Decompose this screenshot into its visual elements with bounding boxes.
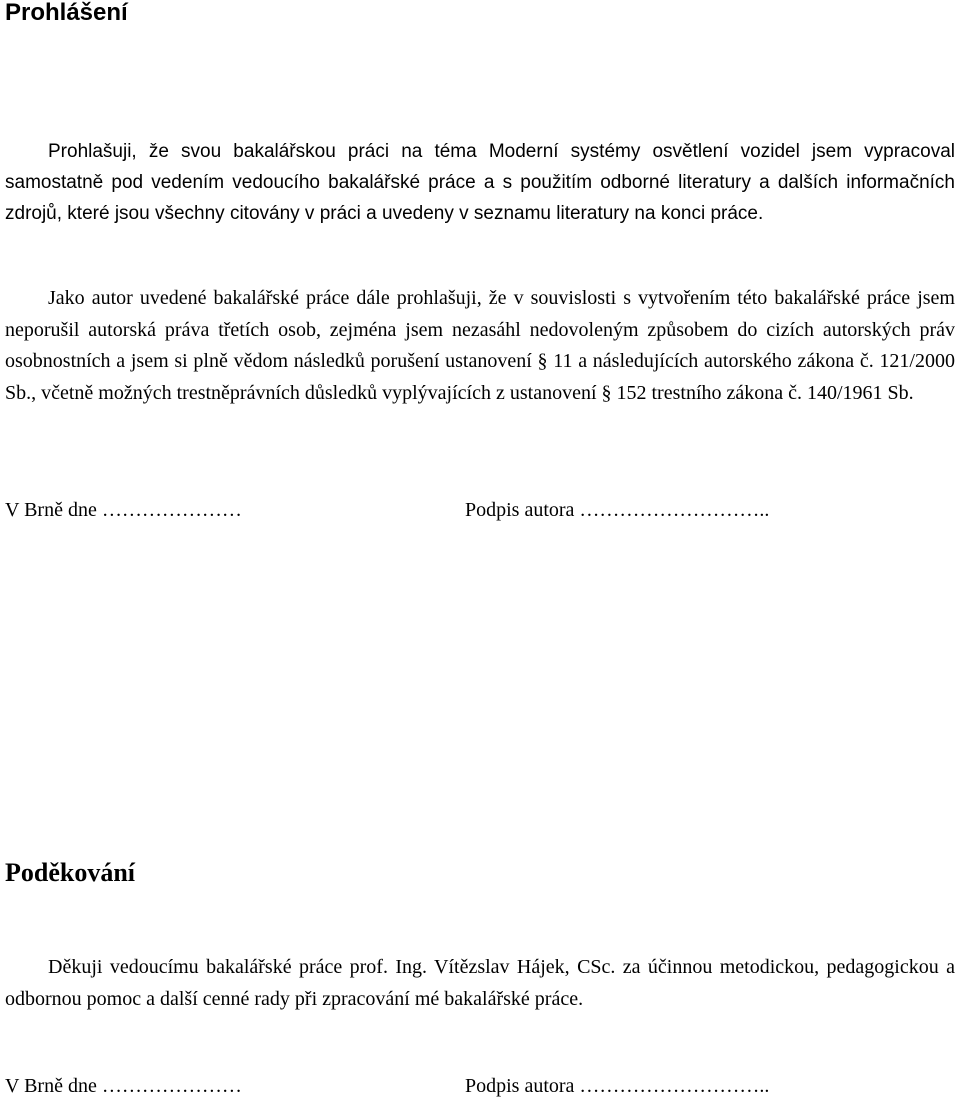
acknowledgement-place-date: V Brně dne ………………… bbox=[5, 1075, 242, 1097]
declaration-paragraph-2: Jako autor uvedené bakalářské práce dále prohlašuji, že v souvislosti s vytvořením této bakalářské práce jsem neporušil autorská práva třetích osob, zejména jsem nezasáhl nedovoleným způsobem do cizích autorských práv osobnostních a jsem si plně vědom následků porušení ustanovení § 11 a následujících autorského zákona č. 121/2000 Sb., včetně možných trestněprávních důsledků vyplývajících z ustanovení § 152 trestního zákona č. 140/1961 Sb. bbox=[5, 287, 955, 404]
declaration-place-date: V Brně dne ………………… bbox=[5, 499, 242, 521]
acknowledgement-heading: Poděkování bbox=[5, 858, 136, 887]
declaration-paragraph-1: Prohlašuji, že svou bakalářskou práci na téma Moderní systémy osvětlení vozidel jsem vypracoval samostatně pod vedením vedoucího bakalářské práce a s použitím odborné literatury a dalších informačních zdrojů, které jsou všechny citovány v práci a uvedeny v seznamu literatury na konci práce. bbox=[5, 141, 955, 224]
acknowledgement-signature: Podpis autora ……………………….. bbox=[465, 1075, 770, 1097]
document-page bbox=[5, 0, 955, 1101]
declaration-signature: Podpis autora ……………………….. bbox=[465, 499, 770, 521]
declaration-heading: Prohlášení bbox=[5, 0, 128, 26]
acknowledgement-paragraph: Děkuji vedoucímu bakalářské práce prof. Ing. Vítězslav Hájek, CSc. za účinnou metodickou, pedagogickou a odbornou pomoc a další cenné rady při zpracování mé bakalářské práce. bbox=[5, 956, 955, 1010]
